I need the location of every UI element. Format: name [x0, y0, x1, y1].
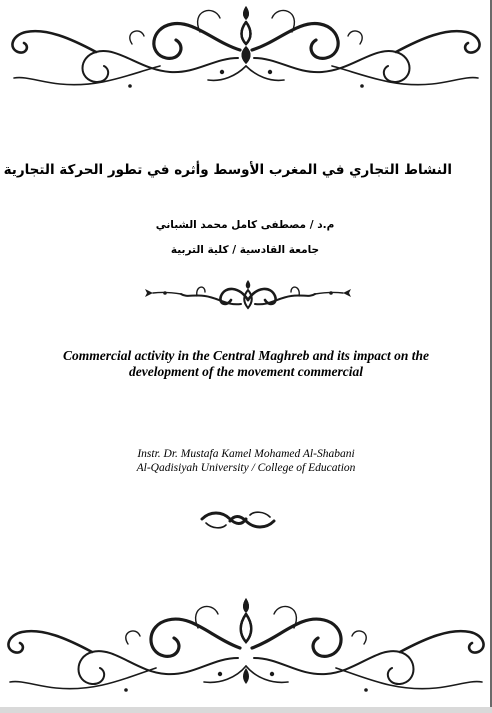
page-bottom-edge	[0, 707, 492, 713]
top-scroll-ornament-icon	[0, 2, 492, 102]
english-university: Al-Qadisiyah University / College of Education	[136, 462, 356, 474]
english-author: Instr. Dr. Mustafa Kamel Mohamed Al-Shabani	[137, 448, 355, 460]
divider-ornament-icon	[141, 274, 355, 312]
arabic-title: النشاط التجاري في المغرب الأوسط وأثره في تطور الحركة التجارية	[3, 162, 452, 178]
bottom-scroll-ornament-icon	[0, 592, 492, 702]
arabic-author: م.د / مصطفى كامل محمد الشباني	[155, 219, 335, 231]
english-title-line-1: Commercial activity in the Central Maghreb and its impact on the	[62, 348, 430, 363]
english-title-line-2: development of the movement commercial	[129, 364, 363, 379]
arabic-university: جامعة القادسية / كلية التربية	[170, 244, 320, 256]
english-title	[20, 348, 472, 380]
swirl-divider-icon	[196, 507, 280, 533]
